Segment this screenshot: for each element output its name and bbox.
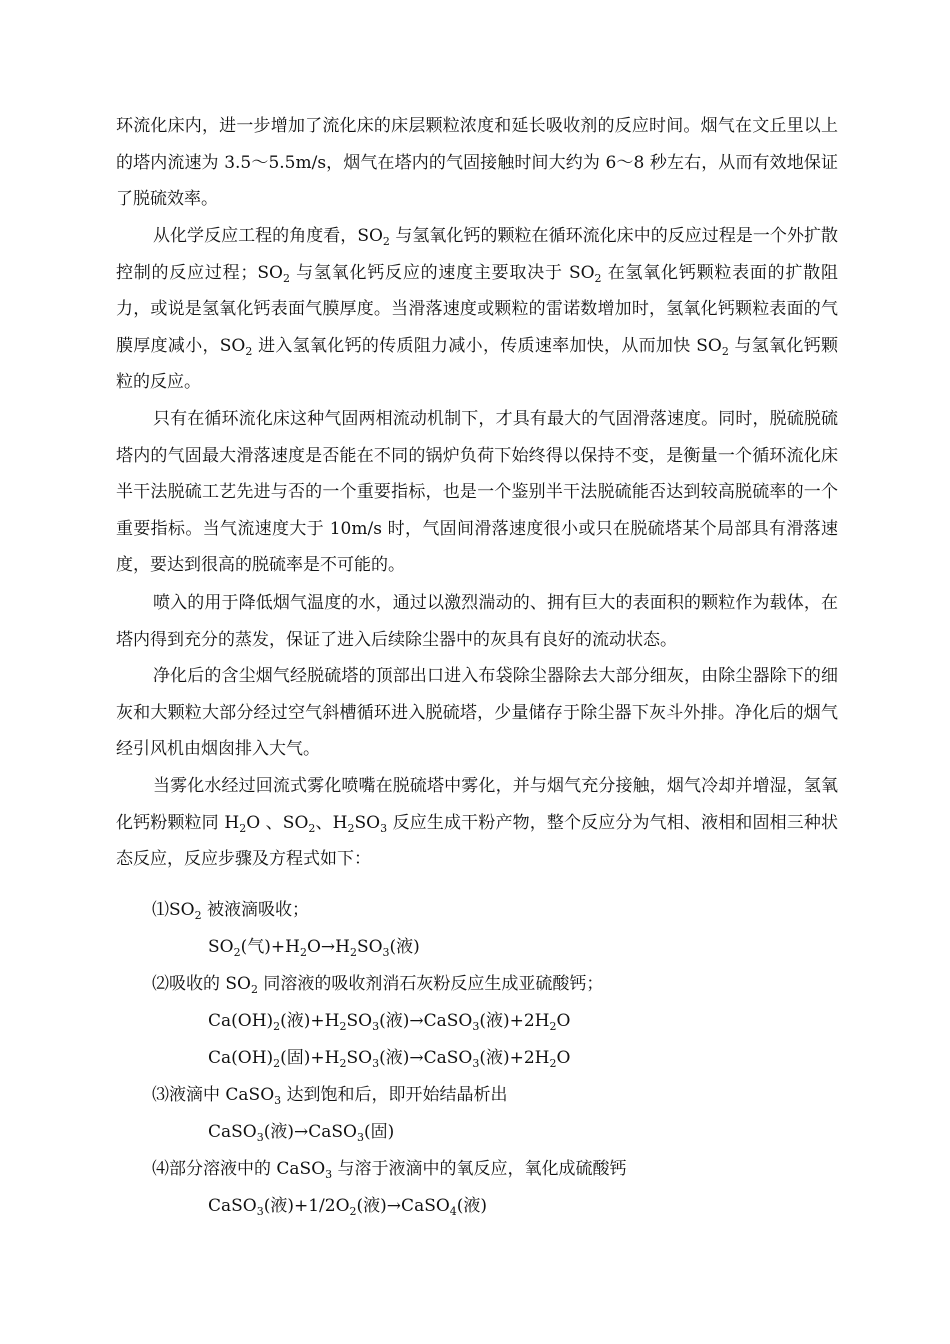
equation-2a: $Ca(OH)_2$(液)$+H_2SO_3$(液)→CaSO$_3$(液)$+2H_2O$ xyxy=(208,1011,571,1033)
equation-1: $SO_2$(气)$+H_2O\to H_2SO_3$(液) xyxy=(208,937,420,959)
paragraph-fluidized-bed-intro: 环流化床内，进一步增加了流化床的床层颗粒浓度和延长吸收剂的反应时间。烟气在文丘里以上的塔内流速为 3.5～5.5m/s，烟气在塔内的气固接触时间大约为 6～8 秒左右，从而有效地保证了脱硫效率。 xyxy=(116,116,838,209)
step-3-label: ⑶液滴中 CaSO$_3$ 达到饱和后，即开始结晶析出 xyxy=(152,1085,508,1107)
equation-2b: $Ca(OH)_2$(固)$+H_2SO_3$(液)→CaSO$_3$(液)$+2H_2O$ xyxy=(208,1048,571,1070)
paragraph-reaction-engineering: 从化学反应工程的角度看，$SO_2$ 与氢氧化钙的颗粒在循环流化床中的反应过程是一个外扩散控制的反应过程；$SO_2$ 与氢氧化钙反应的速度主要取决于 $SO_2$ 在氢氧化钙颗粒表面的扩散阻力，或说是氢氧化钙表面气膜厚度。当滑落速度或颗粒的雷诺数增加时，氢氧化钙颗粒表面的气膜厚度减小，$SO_2$ 进入氢氧化钙的传质阻力减小，传质速率加快，从而加快 $SO_2$ 与氢氧化钙颗粒的反应。 xyxy=(116,226,839,392)
step-2-label: ⑵吸收的 $SO_2$ 同溶液的吸收剂消石灰粉反应生成亚硫酸钙； xyxy=(152,974,604,996)
paragraph-reaction-steps-intro: 当雾化水经过回流式雾化喷嘴在脱硫塔中雾化，并与烟气充分接触，烟气冷却并增湿，氢氧化钙粉颗粒同 $H_2O$ 、$SO_2$、$H_2SO_3$ 反应生成干粉产物，整个反应分为气相、液相和固相三种状态反应，反应步骤及方程式如下： xyxy=(116,776,839,869)
step-1-label: $⑴SO_2$ 被液滴吸收； xyxy=(152,900,309,922)
paragraph-water-spray: 喷入的用于降低烟气温度的水，通过以激烈湍动的、拥有巨大的表面积的颗粒作为载体，在塔内得到充分的蒸发，保证了进入后续除尘器中的灰具有良好的流动状态。 xyxy=(116,593,838,650)
step-4-label: ⑷部分溶液中的 CaSO$_3$ 与溶于液滴中的氧反应，氧化成硫酸钙 xyxy=(152,1159,627,1181)
paragraph-dust-removal: 净化后的含尘烟气经脱硫塔的顶部出口进入布袋除尘器除去大部分细灰，由除尘器除下的细灰和大颗粒大部分经过空气斜槽循环进入脱硫塔，少量储存于除尘器下灰斗外排。净化后的烟气经引风机由烟囱排入大气。 xyxy=(116,666,838,759)
equation-3: CaSO$_3$(液)→CaSO$_3$(固) xyxy=(208,1122,395,1144)
equation-4: CaSO$_3$(液)$+1/2O_2$(液)→CaSO$_4$(液) xyxy=(208,1196,488,1218)
paragraph-slip-velocity: 只有在循环流化床这种气固两相流动机制下，才具有最大的气固滑落速度。同时，脱硫脱硫塔内的气固最大滑落速度是否能在不同的锅炉负荷下始终得以保持不变，是衡量一个循环流化床半干法脱硫工艺先进与否的一个重要指标，也是一个鉴别半干法脱硫能否达到较高脱硫率的一个重要指标。当气流速度大于 10m/s 时，气固间滑落速度很小或只在脱硫塔某个局部具有滑落速度，要达到很高的脱硫率是不可能的。 xyxy=(116,409,838,575)
